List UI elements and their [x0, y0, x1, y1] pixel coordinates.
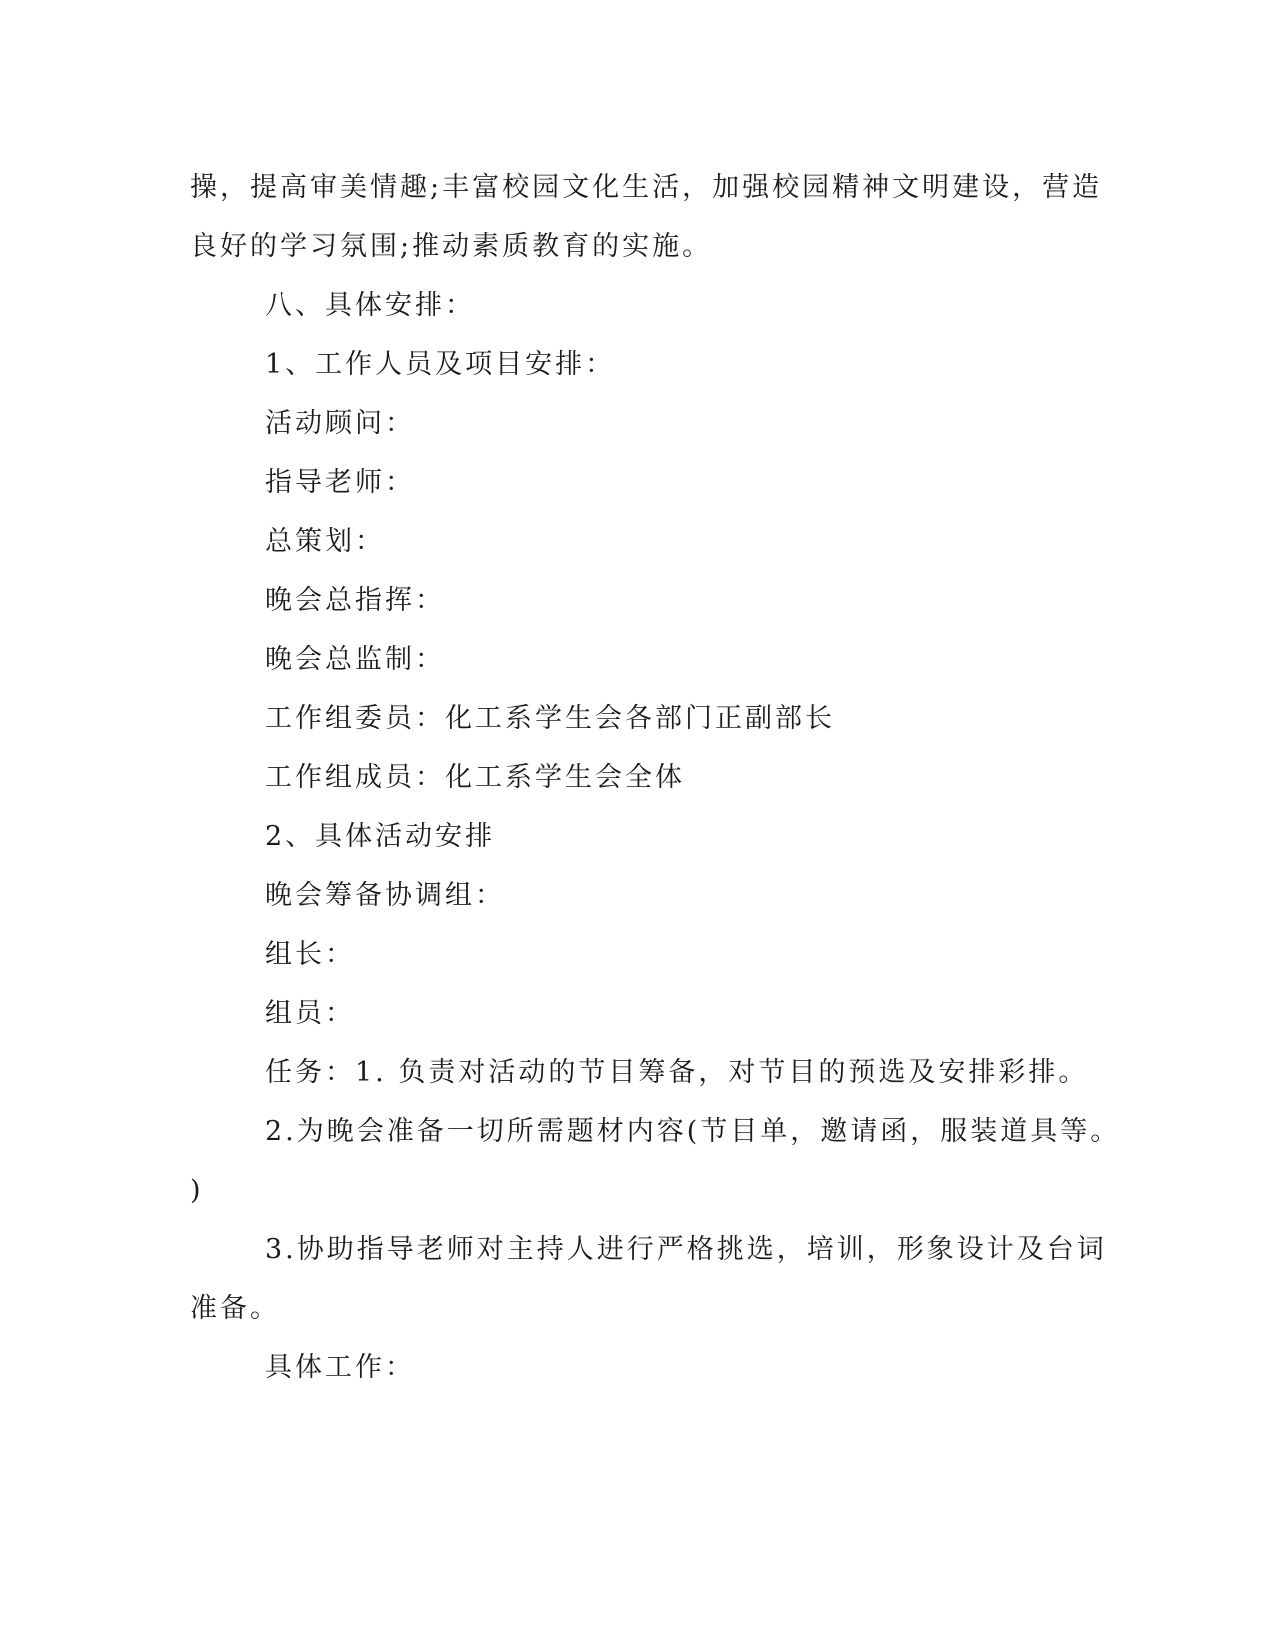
list-item: 工作组委员：化工系学生会各部门正副部长 — [265, 703, 835, 734]
paragraph-line: 操，提高审美情趣;丰富校园文化生活，加强校园精神文明建设，营造 — [190, 172, 1103, 203]
list-item: 晚会总指挥： — [265, 585, 445, 616]
list-item: 晚会筹备协调组： — [265, 880, 505, 911]
list-item: 晚会总监制： — [265, 644, 445, 675]
paragraph-line: ) — [190, 1175, 204, 1206]
list-item: 组员： — [265, 998, 355, 1029]
task-item: 任务：1. 负责对活动的节目筹备，对节目的预选及安排彩排。 — [265, 1057, 1089, 1088]
list-item: 总策划： — [265, 526, 385, 557]
subsection-heading: 具体工作： — [265, 1352, 415, 1383]
list-item: 指导老师： — [265, 467, 415, 498]
task-item: 3.协助指导老师对主持人进行严格挑选，培训，形象设计及台词 — [265, 1234, 1107, 1265]
subsection-heading: 1、工作人员及项目安排： — [265, 349, 616, 380]
subsection-heading: 2、具体活动安排 — [265, 821, 496, 852]
section-heading: 八、具体安排： — [265, 290, 475, 321]
list-item: 活动顾问： — [265, 408, 415, 439]
paragraph-line: 良好的学习氛围;推动素质教育的实施。 — [190, 231, 713, 262]
paragraph-line: 准备。 — [190, 1293, 280, 1324]
task-item: 2.为晚会准备一切所需题材内容(节目单，邀请函，服装道具等。 — [265, 1116, 1121, 1147]
list-item: 工作组成员：化工系学生会全体 — [265, 762, 685, 793]
list-item: 组长： — [265, 939, 355, 970]
